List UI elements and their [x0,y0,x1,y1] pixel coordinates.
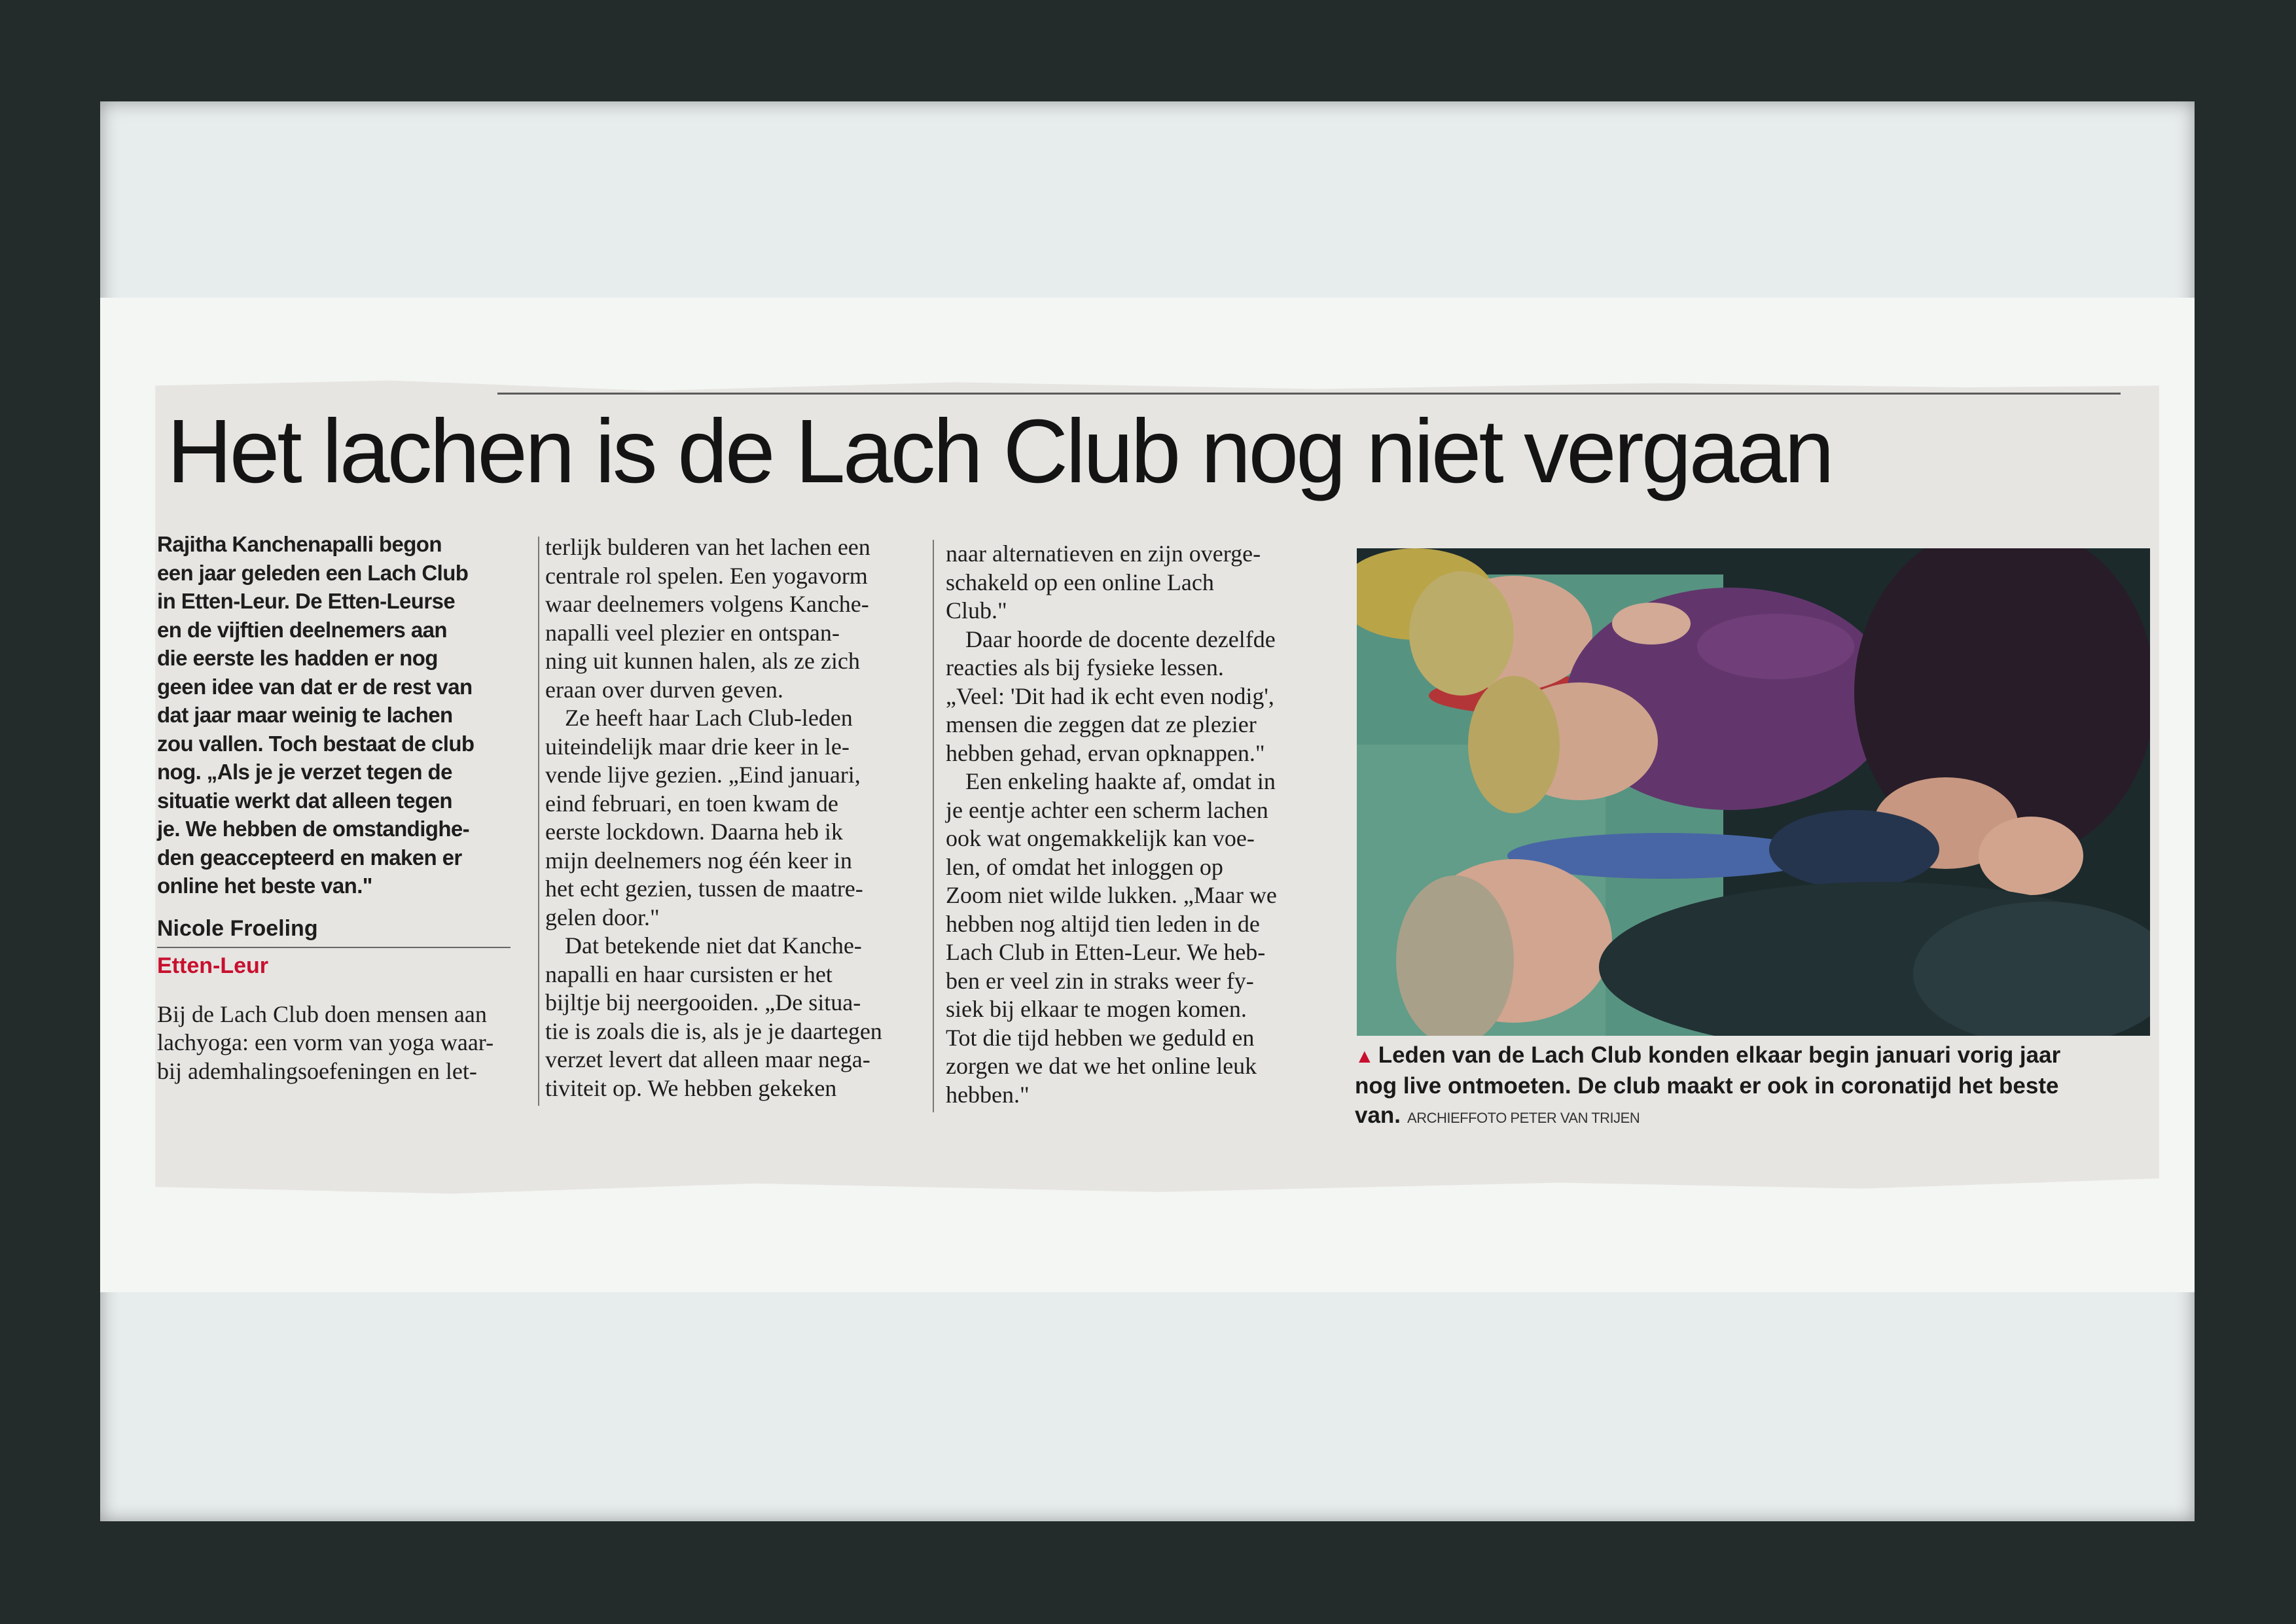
text-line: waar deelnemers volgens Kanche- [545,591,869,617]
text-line: ben er veel zin in straks weer fy- [946,967,1254,994]
text-line: Een enkeling haakte af, omdat in [965,768,1276,794]
text-line: je. We hebben de omstandighe- [157,817,470,841]
text-line: eind februari, en toen kwam de [545,790,838,817]
text-line: hebben gehad, ervan opknappen." [946,739,1265,766]
text-line: vende lijve gezien. „Eind januari, [545,762,861,788]
top-rule [497,393,2121,395]
text-line: Club." [946,597,1007,624]
column-1 [157,530,524,1086]
text-line: Daar hoorde de docente dezelfde [965,626,1276,652]
text-line: terlijk bulderen van het lachen een [545,534,870,560]
text-line: gelen door." [545,904,660,930]
text-line: den geaccepteerd en maken er [157,845,462,870]
text-line: eerste lockdown. Daarna heb ik [545,819,843,845]
text-line: bijltje bij neergooiden. „De situa- [545,989,861,1015]
column-2 [545,533,938,1103]
text-line: bij ademhalingsoefeningen en let- [157,1057,477,1084]
body-paragraph [946,626,1338,768]
text-line: en de vijftien deelnemers aan [157,617,447,642]
text-line: Lach Club in Etten-Leur. We heb- [946,939,1266,965]
text-line: zou vallen. Toch bestaat de club [157,731,475,756]
body-paragraph [545,533,938,704]
byline-author: Nicole Froeling [157,915,318,941]
text-line: tiviteit op. We hebben gekeken [545,1074,837,1101]
text-line: napalli en haar cursisten er het [545,961,833,987]
text-line: lachyoga: een vorm van yoga waar- [157,1029,494,1055]
text-line: verzet levert dat alleen maar nega- [545,1046,870,1072]
text-line: ning uit kunnen halen, als ze zich [545,648,860,674]
text-line: reacties als bij fysieke lessen. [946,654,1224,680]
text-line: een jaar geleden een Lach Club [157,560,469,585]
text-line: die eerste les hadden er nog [157,646,438,670]
column-divider [933,540,934,1112]
text-line: Tot die tijd hebben we geduld en [946,1024,1255,1051]
text-line: tie is zoals die is, als je je daartegen [545,1017,882,1044]
text-line: situatie werkt dat alleen tegen [157,788,452,813]
text-line: hebben." [946,1081,1030,1108]
photo-credit: ARCHIEFFOTO PETER VAN TRIJEN [1407,1110,1640,1126]
intro-paragraph [157,530,524,900]
text-line: ook wat ongemakkelijk kan voe- [946,825,1255,851]
text-line: hebben nog altijd tien leden in de [946,910,1260,937]
body-paragraph [545,932,938,1103]
column-3 [946,540,1338,1109]
body-paragraph [946,540,1338,626]
text-line: online het beste van." [157,874,372,898]
text-line: Bij de Lach Club doen mensen aan [157,1000,487,1027]
byline-rule [157,947,511,948]
text-line: mijn deelnemers nog één keer in [545,847,852,874]
caption-line: van. [1355,1103,1401,1128]
article-photo [1357,548,2150,1036]
text-line: dat jaar maar weinig te lachen [157,703,453,727]
text-line: in Etten-Leur. De Etten-Leurse [157,589,456,613]
text-line: geen idee van dat er de rest van [157,674,473,699]
text-line: nog. „Als je je verzet tegen de [157,760,452,784]
text-line: schakeld op een online Lach [946,569,1214,595]
text-line: Zoom niet wilde lukken. „Maar we [946,882,1277,908]
text-line: uiteindelijk maar drie keer in le- [545,733,850,760]
text-line: Rajitha Kanchenapalli begon [157,532,442,556]
photo-caption [1355,1040,2160,1133]
laughing-people-photo [1357,548,2150,1036]
text-line: Dat betekende niet dat Kanche- [565,932,862,959]
red-triangle-icon: ▲ [1355,1046,1374,1067]
text-line: naar alternatieven en zijn overge- [946,540,1261,567]
body-paragraph [545,704,938,932]
text-line: „Veel: 'Dit had ik echt even nodig', [946,682,1274,709]
body-paragraph [157,1000,524,1086]
text-line: napalli veel plezier en ontspan- [545,619,840,646]
text-line: centrale rol spelen. Een yogavorm [545,562,868,589]
text-line: het echt gezien, tussen de maatre- [545,875,863,902]
body-paragraph [946,768,1338,1109]
text-line: eraan over durven geven. [545,676,783,703]
caption-line: Leden van de Lach Club konden elkaar begin januari vorig jaar [1378,1042,2061,1068]
text-line: len, of omdat het inloggen op [946,853,1223,880]
headline: Het lachen is de Lach Club nog niet vergaan [167,401,1832,502]
text-line: mensen die zeggen dat ze plezier [946,711,1257,737]
caption-line: nog live ontmoeten. De club maakt er ook in coronatijd het beste [1355,1073,2059,1099]
text-line: zorgen we dat we het online leuk [946,1053,1257,1079]
text-line: Ze heeft haar Lach Club-leden [565,705,853,731]
text-line: je eentje achter een scherm lachen [946,796,1268,823]
dateline-place: Etten-Leur [157,953,268,978]
column-divider [538,537,539,1106]
text-line: siek bij elkaar te mogen komen. [946,996,1247,1022]
